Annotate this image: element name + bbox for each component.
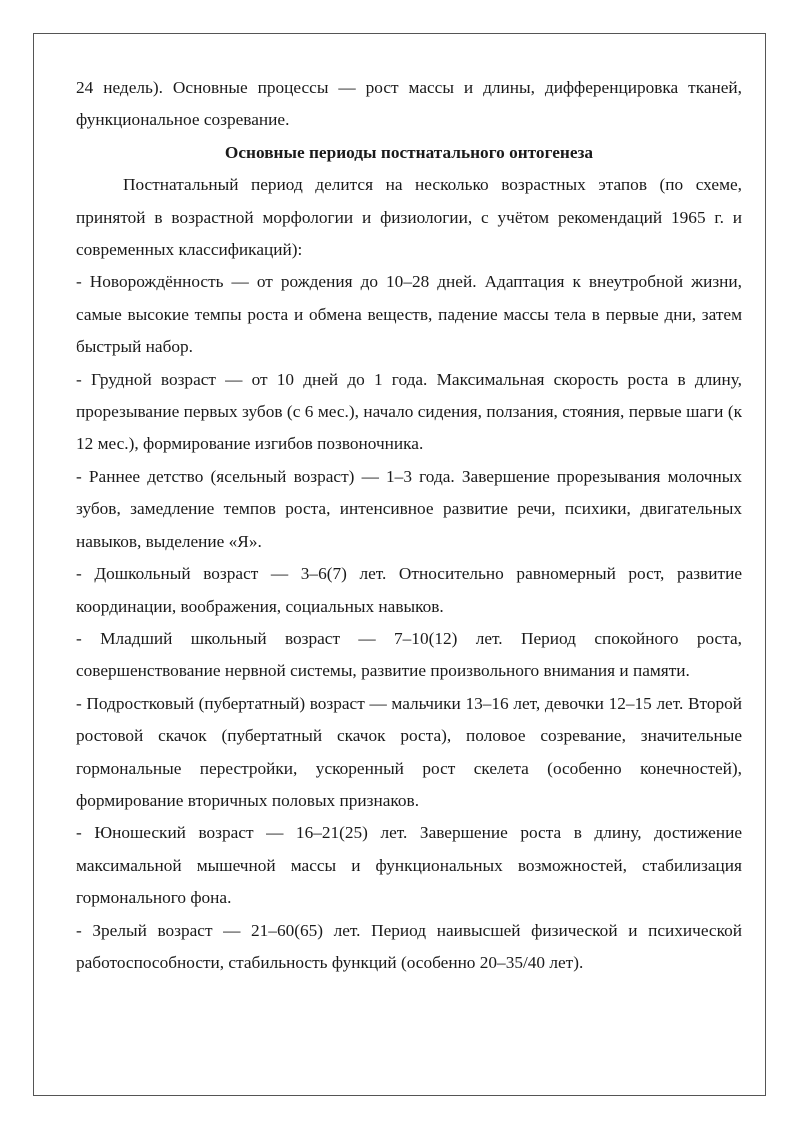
period-youth: - Юношеский возраст — 16–21(25) лет. Завершение роста в длину, достижение максимальной мышечной массы и функциональных возможностей, стабилизация гормонального фона. (76, 823, 742, 908)
period-early-childhood: - Раннее детство (ясельный возраст) — 1–3 года. Завершение прорезывания молочных зубов, замедление темпов роста, интенсивное развитие речи, психики, двигательных навыков, выделение «Я». (76, 466, 742, 551)
period-adolescence: - Подростковый (пубертатный) возраст — мальчики 13–16 лет, девочки 12–15 лет. Второй ростовой скачок (пубертатный скачок роста), половое созревание, значительные гормональные перестройки, ускоренный рост скелета (особенно конечностей), формирование вторичных половых признаков. (76, 693, 742, 810)
document-body (76, 72, 742, 979)
intro-continuation-paragraph: 24 недель). Основные процессы — рост массы и длины, дифференцировка тканей, функциональное созревание. (76, 78, 742, 130)
period-adulthood: - Зрелый возраст — 21–60(65) лет. Период наивысшей физической и психической работоспособности, стабильность функций (особенно 20–35/40 лет). (76, 920, 742, 972)
intro-paragraph: Постнатальный период делится на несколько возрастных этапов (по схеме, принятой в возрастной морфологии и физиологии, с учётом рекомендаций 1965 г. и современных классификаций): (76, 175, 742, 260)
period-preschool: - Дошкольный возраст — 3–6(7) лет. Относительно равномерный рост, развитие координации, воображения, социальных навыков. (76, 564, 742, 616)
period-newborn: - Новорождённость — от рождения до 10–28 дней. Адаптация к внеутробной жизни, самые высокие темпы роста и обмена веществ, падение массы тела в первые дни, затем быстрый набор. (76, 272, 742, 357)
section-heading: Основные периоды постнатального онтогенеза (224, 142, 594, 162)
period-infancy: - Грудной возраст — от 10 дней до 1 года. Максимальная скорость роста в длину, прорезывание первых зубов (с 6 мес.), начало сидения, ползания, стояния, первые шаги (к 12 мес.), формирование изгибов позвоночника. (76, 369, 742, 454)
period-primary-school: - Младший школьный возраст — 7–10(12) лет. Период спокойного роста, совершенствование нервной системы, развитие произвольного внимания и памяти. (76, 628, 742, 681)
